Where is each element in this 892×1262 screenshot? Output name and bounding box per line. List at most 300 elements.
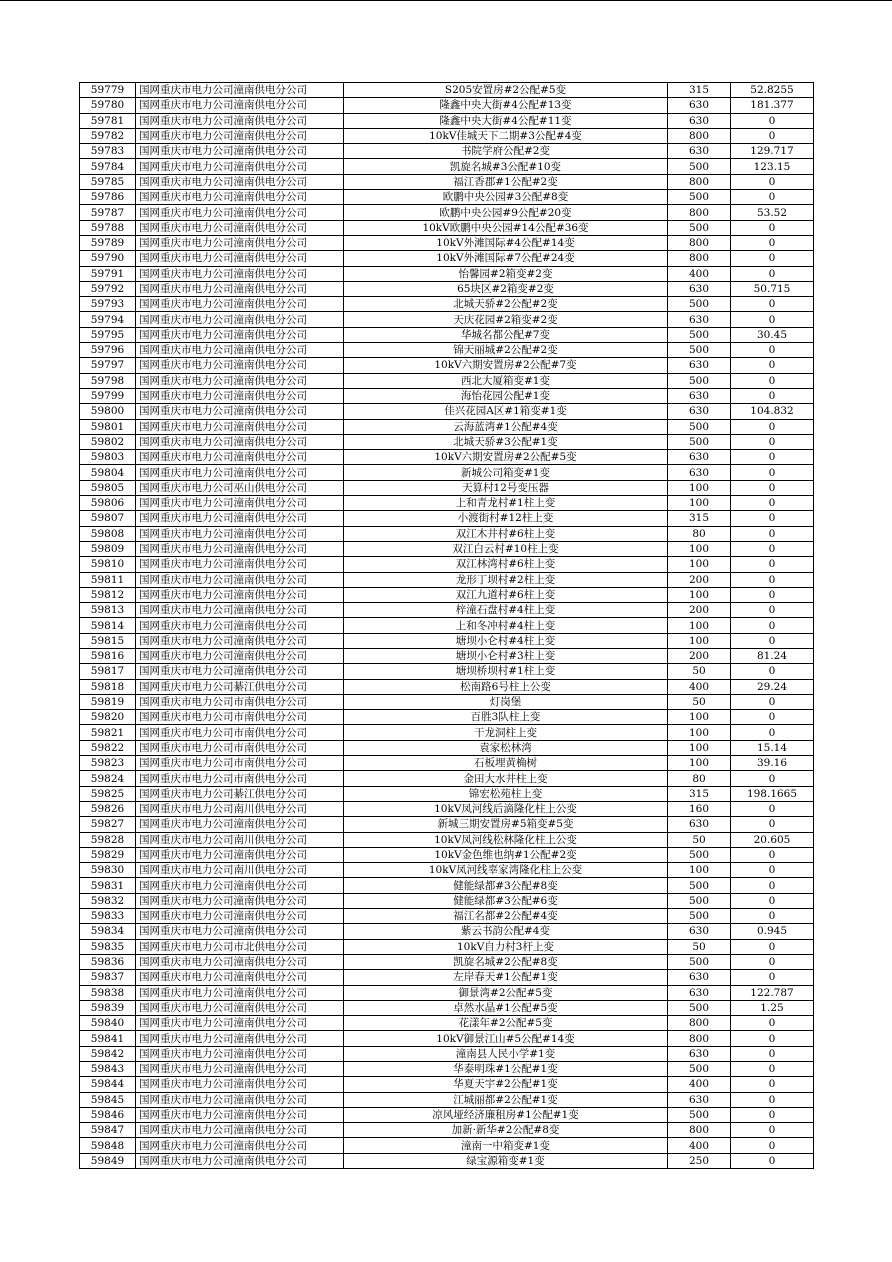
- company-cell: 国网重庆市电力公司潼南供电分公司: [136, 1077, 344, 1092]
- capacity-cell: 500: [668, 909, 731, 924]
- transformer-name-cell: 凯旋名城#2公配#8变: [344, 954, 668, 969]
- value-cell: 0: [731, 419, 814, 434]
- capacity-cell: 630: [668, 404, 731, 419]
- value-cell: 0: [731, 954, 814, 969]
- id-cell: 59807: [80, 511, 136, 526]
- value-cell: 0: [731, 526, 814, 541]
- transformer-name-cell: 10kV御景江山#5公配#14变: [344, 1031, 668, 1046]
- id-cell: 59836: [80, 954, 136, 969]
- capacity-cell: 100: [668, 480, 731, 495]
- id-cell: 59802: [80, 434, 136, 449]
- table-row: [80, 235, 814, 250]
- capacity-cell: 800: [668, 128, 731, 143]
- value-cell: 0: [731, 465, 814, 480]
- capacity-cell: 100: [668, 633, 731, 648]
- capacity-cell: 50: [668, 694, 731, 709]
- company-cell: 国网重庆市电力公司潼南供电分公司: [136, 633, 344, 648]
- capacity-cell: 800: [668, 235, 731, 250]
- value-cell: 0: [731, 312, 814, 327]
- capacity-cell: 250: [668, 1153, 731, 1168]
- capacity-cell: 500: [668, 220, 731, 235]
- transformer-name-cell: 百胜3队柱上变: [344, 710, 668, 725]
- company-cell: 国网重庆市电力公司潼南供电分公司: [136, 266, 344, 281]
- id-cell: 59812: [80, 587, 136, 602]
- company-cell: 国网重庆市电力公司潼南供电分公司: [136, 434, 344, 449]
- id-cell: 59796: [80, 343, 136, 358]
- id-cell: 59788: [80, 220, 136, 235]
- table-row: [80, 511, 814, 526]
- table-row: [80, 893, 814, 908]
- id-cell: 59804: [80, 465, 136, 480]
- table-row: [80, 924, 814, 939]
- company-cell: 国网重庆市电力公司潼南供电分公司: [136, 297, 344, 312]
- table-row: [80, 312, 814, 327]
- company-cell: 国网重庆市电力公司潼南供电分公司: [136, 1153, 344, 1168]
- company-cell: 国网重庆市电力公司潼南供电分公司: [136, 327, 344, 342]
- capacity-cell: 50: [668, 664, 731, 679]
- id-cell: 59790: [80, 251, 136, 266]
- id-cell: 59819: [80, 694, 136, 709]
- transformer-name-cell: 10kV凤河线后滴隆化柱上公变: [344, 801, 668, 816]
- capacity-cell: 100: [668, 496, 731, 511]
- id-cell: 59803: [80, 450, 136, 465]
- transformer-name-cell: 10kV欧鹏中央公园#14公配#36变: [344, 220, 668, 235]
- company-cell: 国网重庆市电力公司潼南供电分公司: [136, 526, 344, 541]
- id-cell: 59811: [80, 572, 136, 587]
- table-row: [80, 1123, 814, 1138]
- id-cell: 59787: [80, 205, 136, 220]
- capacity-cell: 630: [668, 98, 731, 113]
- transformer-name-cell: 袁家松林湾: [344, 740, 668, 755]
- value-cell: 0: [731, 434, 814, 449]
- transformer-name-cell: 双江林湾村#6柱上变: [344, 557, 668, 572]
- transformer-name-cell: 塘坝小仑村#4柱上变: [344, 633, 668, 648]
- id-cell: 59793: [80, 297, 136, 312]
- id-cell: 59827: [80, 817, 136, 832]
- transformer-name-cell: 10kV金色维也纳#1公配#2变: [344, 847, 668, 862]
- company-cell: 国网重庆市电力公司市北供电分公司: [136, 939, 344, 954]
- table-row: [80, 373, 814, 388]
- value-cell: 0: [731, 343, 814, 358]
- table-row: [80, 404, 814, 419]
- value-cell: 0: [731, 388, 814, 403]
- company-cell: 国网重庆市电力公司潼南供电分公司: [136, 511, 344, 526]
- company-cell: 国网重庆市电力公司綦江供电分公司: [136, 679, 344, 694]
- capacity-cell: 100: [668, 618, 731, 633]
- value-cell: 0: [731, 511, 814, 526]
- table-row: [80, 327, 814, 342]
- value-cell: 0: [731, 1092, 814, 1107]
- table-row: [80, 633, 814, 648]
- table-row: [80, 419, 814, 434]
- value-cell: 0: [731, 893, 814, 908]
- value-cell: 0: [731, 496, 814, 511]
- value-cell: 181.377: [731, 98, 814, 113]
- company-cell: 国网重庆市电力公司潼南供电分公司: [136, 847, 344, 862]
- table-row: [80, 358, 814, 373]
- value-cell: 123.15: [731, 159, 814, 174]
- id-cell: 59833: [80, 909, 136, 924]
- capacity-cell: 500: [668, 373, 731, 388]
- capacity-cell: 50: [668, 939, 731, 954]
- value-cell: 0: [731, 128, 814, 143]
- id-cell: 59814: [80, 618, 136, 633]
- value-cell: 0: [731, 174, 814, 189]
- transformer-name-cell: 华夏天宇#2公配#1变: [344, 1077, 668, 1092]
- id-cell: 59821: [80, 725, 136, 740]
- table-row: [80, 771, 814, 786]
- transformer-name-cell: 华泰明珠#1公配#1变: [344, 1062, 668, 1077]
- transformer-name-cell: 怡馨园#2箱变#2变: [344, 266, 668, 281]
- capacity-cell: 200: [668, 572, 731, 587]
- capacity-cell: 630: [668, 388, 731, 403]
- capacity-cell: 800: [668, 205, 731, 220]
- id-cell: 59813: [80, 603, 136, 618]
- table-row: [80, 863, 814, 878]
- table-row: [80, 1092, 814, 1107]
- capacity-cell: 500: [668, 1062, 731, 1077]
- value-cell: 0.945: [731, 924, 814, 939]
- id-cell: 59835: [80, 939, 136, 954]
- company-cell: 国网重庆市电力公司潼南供电分公司: [136, 1092, 344, 1107]
- company-cell: 国网重庆市电力公司潼南供电分公司: [136, 954, 344, 969]
- id-cell: 59808: [80, 526, 136, 541]
- id-cell: 59849: [80, 1153, 136, 1168]
- transformer-name-cell: 天庆花园#2箱变#2变: [344, 312, 668, 327]
- capacity-cell: 800: [668, 1016, 731, 1031]
- value-cell: 15.14: [731, 740, 814, 755]
- id-cell: 59826: [80, 801, 136, 816]
- table-row: [80, 541, 814, 556]
- value-cell: 0: [731, 297, 814, 312]
- capacity-cell: 100: [668, 541, 731, 556]
- transformer-name-cell: 10kV六期安置房#2公配#7变: [344, 358, 668, 373]
- value-cell: 0: [731, 1062, 814, 1077]
- id-cell: 59818: [80, 679, 136, 694]
- table-row: [80, 281, 814, 296]
- capacity-cell: 630: [668, 924, 731, 939]
- table-row: [80, 878, 814, 893]
- transformer-name-cell: 10kV六期安置房#2公配#5变: [344, 450, 668, 465]
- capacity-cell: 400: [668, 1077, 731, 1092]
- table-row: [80, 128, 814, 143]
- company-cell: 国网重庆市电力公司潼南供电分公司: [136, 205, 344, 220]
- company-cell: 国网重庆市电力公司潼南供电分公司: [136, 373, 344, 388]
- page-top-rule: [0, 0, 892, 1]
- table-row: [80, 220, 814, 235]
- capacity-cell: 630: [668, 113, 731, 128]
- value-cell: 0: [731, 847, 814, 862]
- id-cell: 59795: [80, 327, 136, 342]
- table-row: [80, 909, 814, 924]
- id-cell: 59843: [80, 1062, 136, 1077]
- table-row: [80, 694, 814, 709]
- company-cell: 国网重庆市电力公司潼南供电分公司: [136, 1046, 344, 1061]
- id-cell: 59799: [80, 388, 136, 403]
- transformer-name-cell: 凯旋名城#3公配#10变: [344, 159, 668, 174]
- value-cell: 0: [731, 480, 814, 495]
- company-cell: 国网重庆市电力公司潼南供电分公司: [136, 970, 344, 985]
- id-cell: 59830: [80, 863, 136, 878]
- transformer-name-cell: 江城丽都#2公配#1变: [344, 1092, 668, 1107]
- id-cell: 59784: [80, 159, 136, 174]
- transformer-name-cell: 海怡花园公配#1变: [344, 388, 668, 403]
- id-cell: 59844: [80, 1077, 136, 1092]
- capacity-cell: 315: [668, 786, 731, 801]
- table-row: [80, 1062, 814, 1077]
- capacity-cell: 500: [668, 159, 731, 174]
- capacity-cell: 80: [668, 526, 731, 541]
- transformer-name-cell: 小渡街村#12柱上变: [344, 511, 668, 526]
- transformer-name-cell: 天算村12号变压器: [344, 480, 668, 495]
- transformer-name-cell: 卓然水晶#1公配#5变: [344, 1000, 668, 1015]
- company-cell: 国网重庆市电力公司潼南供电分公司: [136, 388, 344, 403]
- value-cell: 0: [731, 1046, 814, 1061]
- company-cell: 国网重庆市电力公司市南供电分公司: [136, 694, 344, 709]
- value-cell: 0: [731, 541, 814, 556]
- capacity-cell: 630: [668, 281, 731, 296]
- table-row: [80, 847, 814, 862]
- table-row: [80, 817, 814, 832]
- table-row: [80, 985, 814, 1000]
- capacity-cell: 500: [668, 343, 731, 358]
- value-cell: 0: [731, 1077, 814, 1092]
- company-cell: 国网重庆市电力公司潼南供电分公司: [136, 541, 344, 556]
- value-cell: 30.45: [731, 327, 814, 342]
- capacity-cell: 630: [668, 358, 731, 373]
- table-row: [80, 832, 814, 847]
- table-row: [80, 343, 814, 358]
- table-row: [80, 297, 814, 312]
- capacity-cell: 400: [668, 679, 731, 694]
- company-cell: 国网重庆市电力公司潼南供电分公司: [136, 98, 344, 113]
- transformer-name-cell: 锦宏松苑柱上变: [344, 786, 668, 801]
- capacity-cell: 100: [668, 557, 731, 572]
- table-row: [80, 159, 814, 174]
- company-cell: 国网重庆市电力公司潼南供电分公司: [136, 235, 344, 250]
- value-cell: 0: [731, 817, 814, 832]
- company-cell: 国网重庆市电力公司市南供电分公司: [136, 710, 344, 725]
- company-cell: 国网重庆市电力公司潼南供电分公司: [136, 496, 344, 511]
- value-cell: 0: [731, 251, 814, 266]
- transformer-name-cell: 上和冬冲村#4柱上变: [344, 618, 668, 633]
- value-cell: 0: [731, 771, 814, 786]
- transformer-table: [79, 82, 814, 1169]
- transformer-name-cell: 福江名都#2公配#4变: [344, 909, 668, 924]
- id-cell: 59798: [80, 373, 136, 388]
- capacity-cell: 100: [668, 756, 731, 771]
- table-row: [80, 266, 814, 281]
- transformer-name-cell: 云海蓝湾#1公配#4变: [344, 419, 668, 434]
- transformer-name-cell: 上和青龙村#1柱上变: [344, 496, 668, 511]
- value-cell: 0: [731, 1031, 814, 1046]
- capacity-cell: 630: [668, 1046, 731, 1061]
- capacity-cell: 50: [668, 832, 731, 847]
- transformer-name-cell: 潼南县人民小学#1变: [344, 1046, 668, 1061]
- capacity-cell: 315: [668, 83, 731, 98]
- id-cell: 59841: [80, 1031, 136, 1046]
- transformer-name-cell: 10kV外滩国际#7公配#24变: [344, 251, 668, 266]
- transformer-name-cell: 龙形丁坝村#2柱上变: [344, 572, 668, 587]
- transformer-name-cell: 花漾年#2公配#5变: [344, 1016, 668, 1031]
- company-cell: 国网重庆市电力公司市南供电分公司: [136, 740, 344, 755]
- table-row: [80, 740, 814, 755]
- company-cell: 国网重庆市电力公司潼南供电分公司: [136, 618, 344, 633]
- id-cell: 59800: [80, 404, 136, 419]
- transformer-name-cell: 加新·新华#2公配#8变: [344, 1123, 668, 1138]
- capacity-cell: 80: [668, 771, 731, 786]
- company-cell: 国网重庆市电力公司潼南供电分公司: [136, 251, 344, 266]
- company-cell: 国网重庆市电力公司潼南供电分公司: [136, 450, 344, 465]
- capacity-cell: 160: [668, 801, 731, 816]
- table-row: [80, 190, 814, 205]
- id-cell: 59838: [80, 985, 136, 1000]
- id-cell: 59782: [80, 128, 136, 143]
- company-cell: 国网重庆市电力公司潼南供电分公司: [136, 557, 344, 572]
- transformer-name-cell: 10kV自力村3杆上变: [344, 939, 668, 954]
- id-cell: 59832: [80, 893, 136, 908]
- capacity-cell: 500: [668, 297, 731, 312]
- company-cell: 国网重庆市电力公司潼南供电分公司: [136, 404, 344, 419]
- company-cell: 国网重庆市电力公司綦江供电分公司: [136, 786, 344, 801]
- capacity-cell: 200: [668, 603, 731, 618]
- id-cell: 59794: [80, 312, 136, 327]
- table-row: [80, 98, 814, 113]
- value-cell: 0: [731, 266, 814, 281]
- table-row: [80, 388, 814, 403]
- company-cell: 国网重庆市电力公司潼南供电分公司: [136, 113, 344, 128]
- value-cell: 0: [731, 801, 814, 816]
- id-cell: 59785: [80, 174, 136, 189]
- value-cell: 0: [731, 664, 814, 679]
- table-row: [80, 618, 814, 633]
- transformer-name-cell: 梓潼石盘村#4柱上变: [344, 603, 668, 618]
- company-cell: 国网重庆市电力公司潼南供电分公司: [136, 1062, 344, 1077]
- transformer-name-cell: 双江木井村#6柱上变: [344, 526, 668, 541]
- id-cell: 59783: [80, 144, 136, 159]
- capacity-cell: 100: [668, 740, 731, 755]
- capacity-cell: 100: [668, 863, 731, 878]
- company-cell: 国网重庆市电力公司南川供电分公司: [136, 863, 344, 878]
- table-row: [80, 1153, 814, 1168]
- table-row: [80, 1046, 814, 1061]
- transformer-name-cell: 10kV外滩国际#4公配#14变: [344, 235, 668, 250]
- id-cell: 59779: [80, 83, 136, 98]
- transformer-name-cell: 65块区#2箱变#2变: [344, 281, 668, 296]
- value-cell: 0: [731, 450, 814, 465]
- id-cell: 59828: [80, 832, 136, 847]
- transformer-name-cell: 福江香郡#1公配#2变: [344, 174, 668, 189]
- value-cell: 1.25: [731, 1000, 814, 1015]
- table-row: [80, 1000, 814, 1015]
- table-row: [80, 205, 814, 220]
- table-row: [80, 587, 814, 602]
- id-cell: 59840: [80, 1016, 136, 1031]
- id-cell: 59792: [80, 281, 136, 296]
- table-row: [80, 954, 814, 969]
- transformer-name-cell: 双江白云村#10柱上变: [344, 541, 668, 556]
- company-cell: 国网重庆市电力公司潼南供电分公司: [136, 1107, 344, 1122]
- value-cell: 0: [731, 220, 814, 235]
- id-cell: 59806: [80, 496, 136, 511]
- value-cell: 0: [731, 863, 814, 878]
- company-cell: 国网重庆市电力公司市南供电分公司: [136, 756, 344, 771]
- company-cell: 国网重庆市电力公司潼南供电分公司: [136, 83, 344, 98]
- company-cell: 国网重庆市电力公司潼南供电分公司: [136, 1000, 344, 1015]
- value-cell: 0: [731, 1107, 814, 1122]
- value-cell: 0: [731, 710, 814, 725]
- company-cell: 国网重庆市电力公司潼南供电分公司: [136, 1016, 344, 1031]
- table-row: [80, 434, 814, 449]
- transformer-name-cell: 塘坝桥坝村#1柱上变: [344, 664, 668, 679]
- id-cell: 59824: [80, 771, 136, 786]
- capacity-cell: 315: [668, 511, 731, 526]
- table-row: [80, 480, 814, 495]
- table-row: [80, 557, 814, 572]
- capacity-cell: 630: [668, 144, 731, 159]
- value-cell: 0: [731, 633, 814, 648]
- company-cell: 国网重庆市电力公司潼南供电分公司: [136, 312, 344, 327]
- transformer-name-cell: 石板埋黄桷树: [344, 756, 668, 771]
- company-cell: 国网重庆市电力公司南川供电分公司: [136, 801, 344, 816]
- value-cell: 0: [731, 1123, 814, 1138]
- id-cell: 59786: [80, 190, 136, 205]
- value-cell: 0: [731, 235, 814, 250]
- transformer-name-cell: 西北大厦箱变#1变: [344, 373, 668, 388]
- transformer-name-cell: 干龙洞柱上变: [344, 725, 668, 740]
- id-cell: 59797: [80, 358, 136, 373]
- id-cell: 59837: [80, 970, 136, 985]
- id-cell: 59831: [80, 878, 136, 893]
- table-row: [80, 679, 814, 694]
- transformer-name-cell: 塘坝小仑村#3柱上变: [344, 648, 668, 663]
- value-cell: 20.605: [731, 832, 814, 847]
- table-row: [80, 603, 814, 618]
- value-cell: 0: [731, 572, 814, 587]
- capacity-cell: 800: [668, 251, 731, 266]
- capacity-cell: 500: [668, 1107, 731, 1122]
- company-cell: 国网重庆市电力公司潼南供电分公司: [136, 1123, 344, 1138]
- transformer-name-cell: 潼南一中箱变#1变: [344, 1138, 668, 1153]
- capacity-cell: 630: [668, 970, 731, 985]
- capacity-cell: 630: [668, 985, 731, 1000]
- value-cell: 0: [731, 878, 814, 893]
- table-row: [80, 648, 814, 663]
- value-cell: 0: [731, 694, 814, 709]
- capacity-cell: 800: [668, 174, 731, 189]
- id-cell: 59839: [80, 1000, 136, 1015]
- company-cell: 国网重庆市电力公司潼南供电分公司: [136, 1138, 344, 1153]
- transformer-name-cell: 华城名都公配#7变: [344, 327, 668, 342]
- transformer-name-cell: 紫云书韵公配#4变: [344, 924, 668, 939]
- company-cell: 国网重庆市电力公司潼南供电分公司: [136, 358, 344, 373]
- value-cell: 0: [731, 1138, 814, 1153]
- transformer-name-cell: 左岸春天#1公配#1变: [344, 970, 668, 985]
- table-row: [80, 801, 814, 816]
- value-cell: 0: [731, 557, 814, 572]
- company-cell: 国网重庆市电力公司潼南供电分公司: [136, 909, 344, 924]
- company-cell: 国网重庆市电力公司潼南供电分公司: [136, 220, 344, 235]
- table-row: [80, 970, 814, 985]
- id-cell: 59817: [80, 664, 136, 679]
- table-row: [80, 113, 814, 128]
- value-cell: 0: [731, 113, 814, 128]
- company-cell: 国网重庆市电力公司市南供电分公司: [136, 771, 344, 786]
- transformer-name-cell: 10kV凤河线松林隆化柱上公变: [344, 832, 668, 847]
- company-cell: 国网重庆市电力公司潼南供电分公司: [136, 190, 344, 205]
- value-cell: 0: [731, 373, 814, 388]
- id-cell: 59805: [80, 480, 136, 495]
